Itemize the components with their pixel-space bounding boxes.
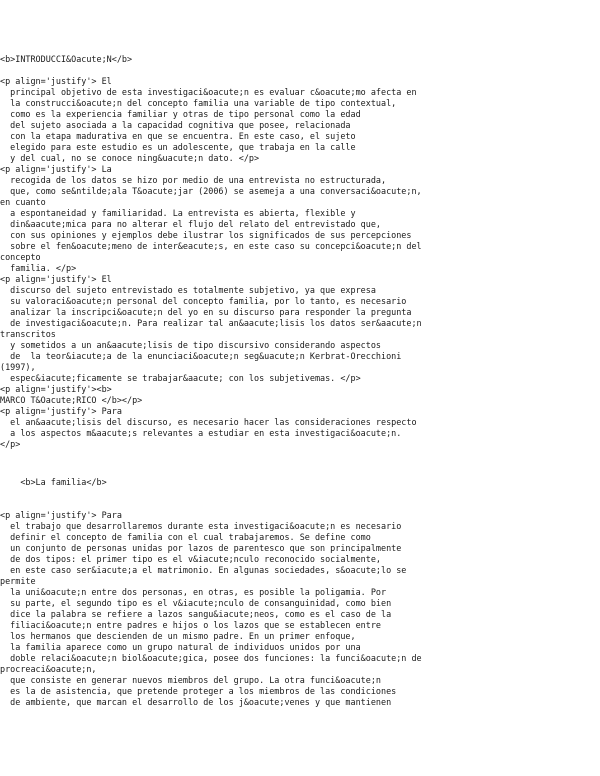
source-line: y del cual, no se conoce ning&uacute;n dato. </p> — [0, 153, 260, 163]
source-line: familia. </p> — [0, 263, 77, 273]
source-line: que, como se&ntilde;ala T&oacute;jar (2006) se asemeja a una conversaci&oacute;n, — [0, 186, 422, 196]
source-line: analizar la inscripci&oacute;n del yo en su discurso para responder la pregunta — [0, 307, 412, 317]
source-line: de ambiente, que marcan el desarrollo de los j&oacute;venes y que mantienen — [0, 697, 392, 707]
source-line: </p> — [0, 439, 21, 449]
source-line: la uni&oacute;n entre dos personas, en otras, es posible la poligamia. Por — [0, 587, 387, 597]
source-line: el trabajo que desarrollaremos durante esta investigaci&oacute;n es necesario — [0, 521, 402, 531]
source-line: principal objetivo de esta investigaci&oacute;n es evaluar c&oacute;mo afecta en — [0, 87, 417, 97]
source-line: <b>La familia</b> — [0, 477, 107, 487]
source-line: su parte, el segundo tipo es el v&iacute;nculo de consanguinidad, como bien — [0, 598, 392, 608]
source-line: y sometidos a un an&aacute;lisis de tipo discursivo considerando aspectos — [0, 340, 381, 350]
source-line: concepto — [0, 252, 41, 262]
source-line: <b>INTRODUCCI&Oacute;N</b> — [0, 54, 133, 64]
source-line: <p align='justify'> Para — [0, 510, 122, 520]
source-line: definir el concepto de familia con el cual trabajaremos. Se define como — [0, 532, 371, 542]
source-line: la familia aparece como un grupo natural de individuos unidos por una — [0, 642, 361, 652]
source-line: del sujeto asociada a la capacidad cognitiva que posee, relacionada — [0, 120, 351, 130]
source-line: (1997), — [0, 362, 36, 372]
source-line: MARCO T&Oacute;RICO </b></p> — [0, 395, 143, 405]
source-line: sobre el fen&oacute;meno de inter&eacute;s, en este caso su concepci&oacute;n del — [0, 241, 422, 251]
source-line: de investigaci&oacute;n. Para realizar tal an&aacute;lisis los datos ser&aacute;n — [0, 318, 422, 328]
la-familia-body-block — [0, 510, 600, 708]
source-line: el an&aacute;lisis del discurso, es necesario hacer las consideraciones respecto — [0, 417, 417, 427]
source-line: doble relaci&oacute;n biol&oacute;gica, posee dos funciones: la funci&oacute;n de — [0, 653, 422, 663]
source-line: <p align='justify'> La — [0, 164, 112, 174]
source-line: en cuanto — [0, 197, 46, 207]
source-line: los hermanos que descienden de un mismo padre. En un primer enfoque, — [0, 631, 356, 641]
source-line: <p align='justify'><b> — [0, 384, 112, 394]
source-line: de la teor&iacute;a de la enunciaci&oacute;n seg&uacute;n Kerbrat-Orecchioni — [0, 351, 402, 361]
source-line: es la de asistencia, que pretende proteger a los miembros de las condiciones — [0, 686, 397, 696]
source-line: procreaci&oacute;n, — [0, 664, 97, 674]
source-line: en este caso ser&iacute;a el matrimonio. En algunas sociedades, s&oacute;lo se — [0, 565, 407, 575]
source-line: de dos tipos: el primer tipo es el v&iacute;nculo reconocido socialmente, — [0, 554, 381, 564]
source-line: filiaci&oacute;n entre padres e hijos o los lazos que se establecen entre — [0, 620, 381, 630]
source-line: a espontaneidad y familiaridad. La entrevista es abierta, flexible y — [0, 208, 356, 218]
source-line: <p align='justify'> El — [0, 274, 112, 284]
source-line: la construcci&oacute;n del concepto familia una variable de tipo contextual, — [0, 98, 397, 108]
source-line: discurso del sujeto entrevistado es totalmente subjetivo, ya que expresa — [0, 285, 376, 295]
source-line: un conjunto de personas unidas por lazos de parentesco que son principalmente — [0, 543, 402, 553]
source-line: din&aacute;mica para no alterar el flujo del relato del entrevistado que, — [0, 219, 381, 229]
la-familia-heading-block — [0, 477, 600, 488]
source-line: transcritos — [0, 329, 56, 339]
source-line: espec&iacute;ficamente se trabajar&aacute; con los subjetivemas. </p> — [0, 373, 361, 383]
source-line: a los aspectos m&aacute;s relevantes a estudiar en esta investigaci&oacute;n. — [0, 428, 402, 438]
source-line: dice la palabra se refiere a lazos sangu&iacute;neos, como es el caso de la — [0, 609, 392, 619]
source-line: elegido para este estudio es un adolescente, que trabaja en la calle — [0, 142, 356, 152]
source-line: <p align='justify'> Para — [0, 406, 122, 416]
source-line: que consiste en generar nuevos miembros del grupo. La otra funci&oacute;n — [0, 675, 381, 685]
source-line: recogida de los datos se hizo por medio de una entrevista no estructurada, — [0, 175, 387, 185]
source-line: con sus opiniones y ejemplos debe ilustrar los significados de sus percepciones — [0, 230, 412, 240]
introduction-heading-block — [0, 54, 600, 65]
source-line: como es la experiencia familiar y otras de tipo personal como la edad — [0, 109, 361, 119]
source-line: permite — [0, 576, 36, 586]
source-line: <p align='justify'> El — [0, 76, 112, 86]
source-line: su valoraci&oacute;n personal del concepto familia, por lo tanto, es necesario — [0, 296, 407, 306]
source-line: con la etapa madurativa en que se encuentra. En este caso, el sujeto — [0, 131, 356, 141]
introduction-body-block — [0, 76, 600, 450]
